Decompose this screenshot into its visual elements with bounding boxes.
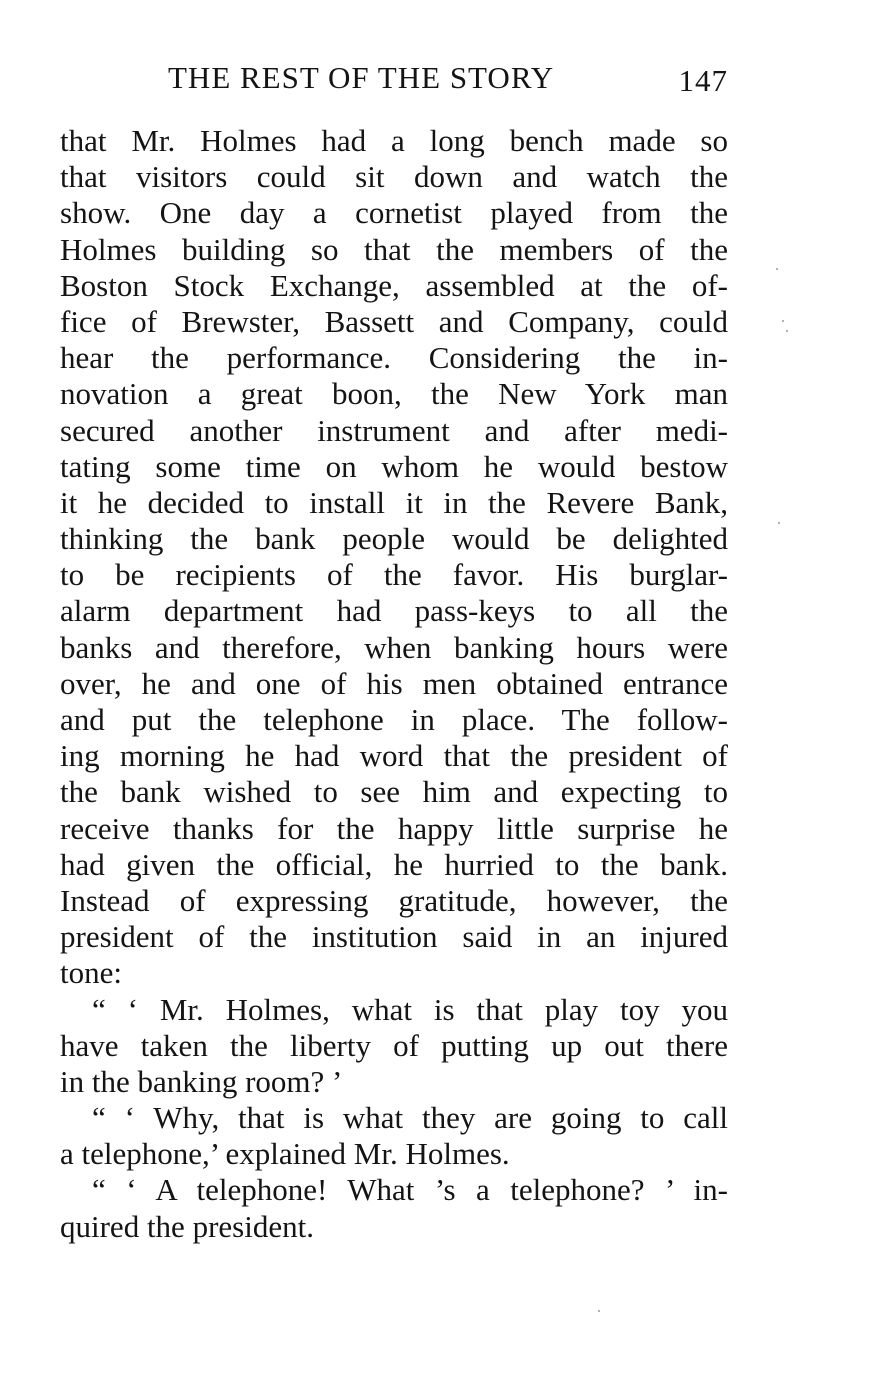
text-line: fice of Brewster, Bassett and Company, could	[60, 303, 728, 339]
text-line: Boston Stock Exchange, assembled at the of-	[60, 267, 728, 303]
text-line: a telephone,’ explained Mr. Holmes.	[60, 1136, 510, 1172]
text-line: alarm department had pass-keys to all the	[60, 593, 728, 629]
scan-speck	[786, 330, 788, 332]
text-line: banks and therefore, when banking hours were	[60, 629, 728, 665]
text-line: over, he and one of his men obtained entrance	[60, 665, 728, 701]
text-line: and put the telephone in place. The follow-	[60, 702, 728, 737]
text-line: Holmes building so that the members of the	[60, 231, 728, 267]
text-line: receive thanks for the happy little surprise he	[60, 810, 728, 846]
scan-speck	[778, 522, 780, 524]
scan-speck	[776, 268, 778, 270]
text-line: tating some time on whom he would bestow	[60, 448, 728, 484]
scan-speck	[782, 320, 784, 322]
text-line: in the banking room? ’	[60, 1063, 343, 1099]
text-line: thinking the bank people would be delighted	[60, 521, 728, 557]
text-line: “ ‘ Why, that is what they are going to call	[92, 1100, 728, 1136]
text-line: that visitors could sit down and watch the	[60, 159, 728, 195]
text-line: “ ‘ Mr. Holmes, what is that play toy you	[92, 991, 728, 1027]
text-line: have taken the liberty of putting up out there	[60, 1027, 728, 1063]
text-line: to be recipients of the favor. His burglar-	[60, 557, 728, 593]
text-line: president of the institution said in an injured	[60, 919, 728, 955]
text-line: had given the official, he hurried to the bank.	[60, 846, 728, 882]
text-line: it he decided to install it in the Revere Bank,	[60, 484, 728, 520]
running-head	[60, 58, 728, 98]
text-line: novation a great boon, the New York man	[60, 376, 728, 412]
text-line: tone:	[60, 955, 122, 991]
text-line: hear the performance. Considering the in-	[60, 340, 728, 376]
text-line: “ ‘ A telephone! What ’s a telephone? ’ in-	[92, 1172, 728, 1208]
text-line: ing morning he had word that the president of	[60, 738, 728, 774]
text-line: that Mr. Holmes had a long bench made so	[60, 123, 728, 158]
text-line: show. One day a cornetist played from the	[60, 195, 728, 231]
body-text	[60, 123, 728, 1245]
running-title: THE REST OF THE STORY	[168, 60, 555, 95]
text-line: quired the president.	[60, 1208, 314, 1244]
text-line: secured another instrument and after medi-	[60, 412, 728, 448]
scan-speck	[598, 1310, 600, 1312]
text-line: the bank wished to see him and expecting to	[60, 774, 728, 810]
text-line: Instead of expressing gratitude, however, the	[60, 882, 728, 918]
page-number: 147	[678, 63, 728, 98]
